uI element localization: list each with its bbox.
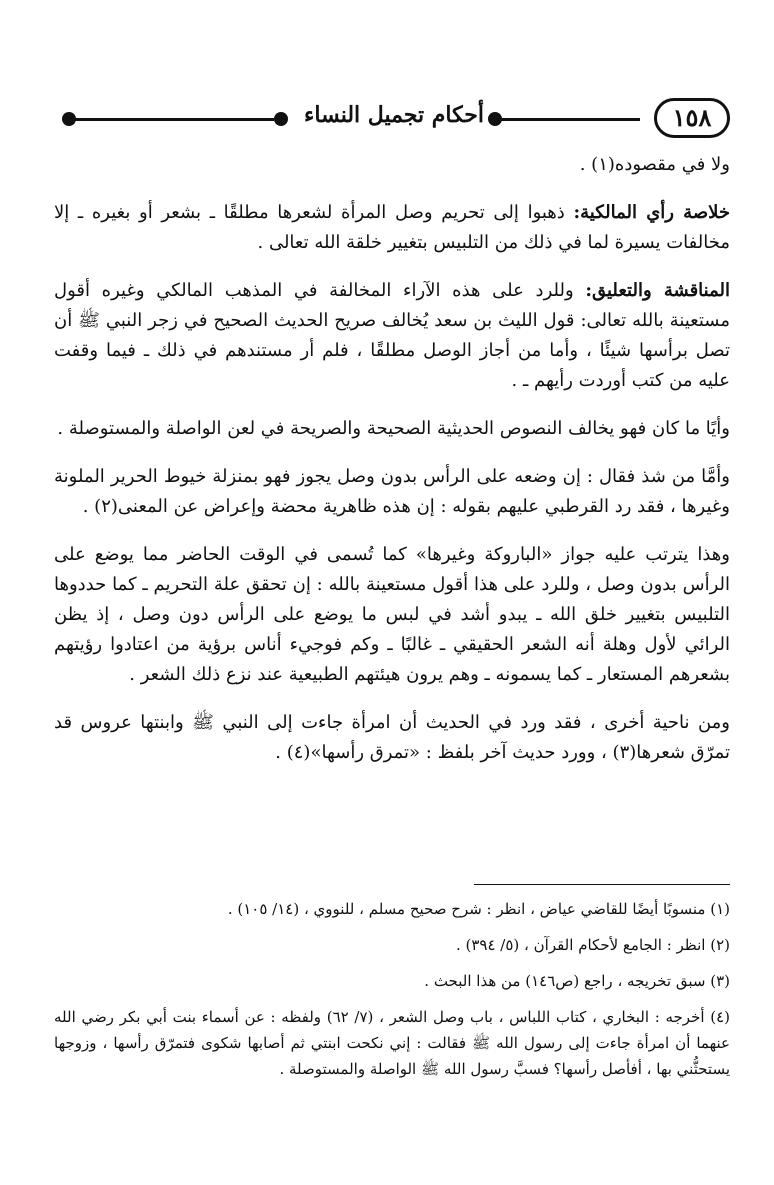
page-number-badge: ١٥٨ xyxy=(654,98,730,138)
header-dot-icon xyxy=(62,112,76,126)
footnote: (٤) أخرجه : البخاري ، كتاب اللباس ، باب وصل الشعر ، (٧/ ٦٢) ولفظه : عن أسماء بنت أبي بكر رضي الله عنهما أن امرأة جاءت إلى رسول الله ﷺ فقالت : إني نكحت ابنتي ثم أصابها شكوى فتمرّق رأسها ، وزوجها يستحثُّني بها ، أفأصل رأسها؟ فسبَّ رسول الله ﷺ الواصلة والمستوصلة . xyxy=(54,1008,730,1078)
main-text xyxy=(54,150,730,786)
section-lead: المناقشة والتعليق: xyxy=(585,280,730,301)
header-dot-icon xyxy=(488,112,502,126)
paragraph-text: وللرد على هذه الآراء المخالفة في المذهب المالكي وغيره أقول مستعينة بالله تعالى: قول الليث بن سعد يُخالف صريح الحديث الصحيح في زجر النبي ﷺ أن تصل برأسها شيئًا ، وأما من أجاز الوصل مطلقًا ، فلم أر مستندهم في ذلك ـ فيما وقفت عليه من كتب أوردت رأيهم ـ . xyxy=(54,280,730,391)
footnote: (١) منسوبًا أيضًا للقاضي عياض ، انظر : شرح صحيح مسلم ، للنووي ، (١٤/ ١٠٥) . xyxy=(227,900,730,918)
paragraph xyxy=(54,276,730,396)
footnote-separator xyxy=(474,884,730,885)
paragraph: ولا في مقصوده(١) . xyxy=(579,154,730,175)
header-rule-right xyxy=(500,118,640,121)
section-lead: خلاصة رأي المالكية: xyxy=(573,202,730,223)
header-dot-icon xyxy=(274,112,288,126)
paragraph xyxy=(54,198,730,258)
paragraph: وأيًا ما كان فهو يخالف النصوص الحديثية الصحيحة والصريحة في لعن الواصلة والمستوصلة . xyxy=(57,418,730,439)
footnotes xyxy=(54,896,730,1092)
footnote: (٣) سبق تخريجه ، راجع (ص١٤٦) من هذا البحث . xyxy=(424,972,730,990)
paragraph-text: ذهبوا إلى تحريم وصل المرأة لشعرها مطلقًا ـ بشعر أو بغيره ـ إلا مخالفات يسيرة لما في ذلك من التلبيس بتغيير خلقة الله تعالى . xyxy=(54,202,730,253)
paragraph: وأمَّا من شذ فقال : إن وضعه على الرأس بدون وصل يجوز فهو بمنزلة خيوط الحرير الملونة وغيرها ، فقد رد القرطبي عليهم بقوله : إن هذه ظاهرية محضة وإعراض عن المعنى(٢) . xyxy=(54,466,730,517)
paragraph: وهذا يترتب عليه جواز «الباروكة وغيرها» كما تُسمى في الوقت الحاضر مما يوضع على الرأس بدون وصل ، وللرد على هذا أقول مستعينة بالله : إن تحقق علة التحريم ـ كما حددوها التلبيس بتغيير خلق الله ـ يبدو أشد في لبس ما يوضع على الرأس دون وصل ، إذ يظن الرائي لأول وهلة أنه الشعر الحقيقي ـ غالبًا ـ وكم فوجيء أناس برؤية من اعتادوا رؤيتهم بشعرهم المستعار ـ كما يسمونه ـ وهم يرون هيئتهم الطبيعية عند نزع ذلك الشعر . xyxy=(54,544,731,685)
running-title: أحكام تجميل النساء xyxy=(304,102,484,128)
paragraph: ومن ناحية أخرى ، فقد ورد في الحديث أن امرأة جاءت إلى النبي ﷺ وابنتها عروس قد تمرّق شعرها(٣) ، وورد حديث آخر بلفظ : «تمرق رأسها»(٤) . xyxy=(54,712,730,763)
page-header xyxy=(44,96,730,144)
header-rule-left xyxy=(74,118,274,121)
footnote: (٢) انظر : الجامع لأحكام القرآن ، (٥/ ٣٩٤) . xyxy=(455,936,730,954)
